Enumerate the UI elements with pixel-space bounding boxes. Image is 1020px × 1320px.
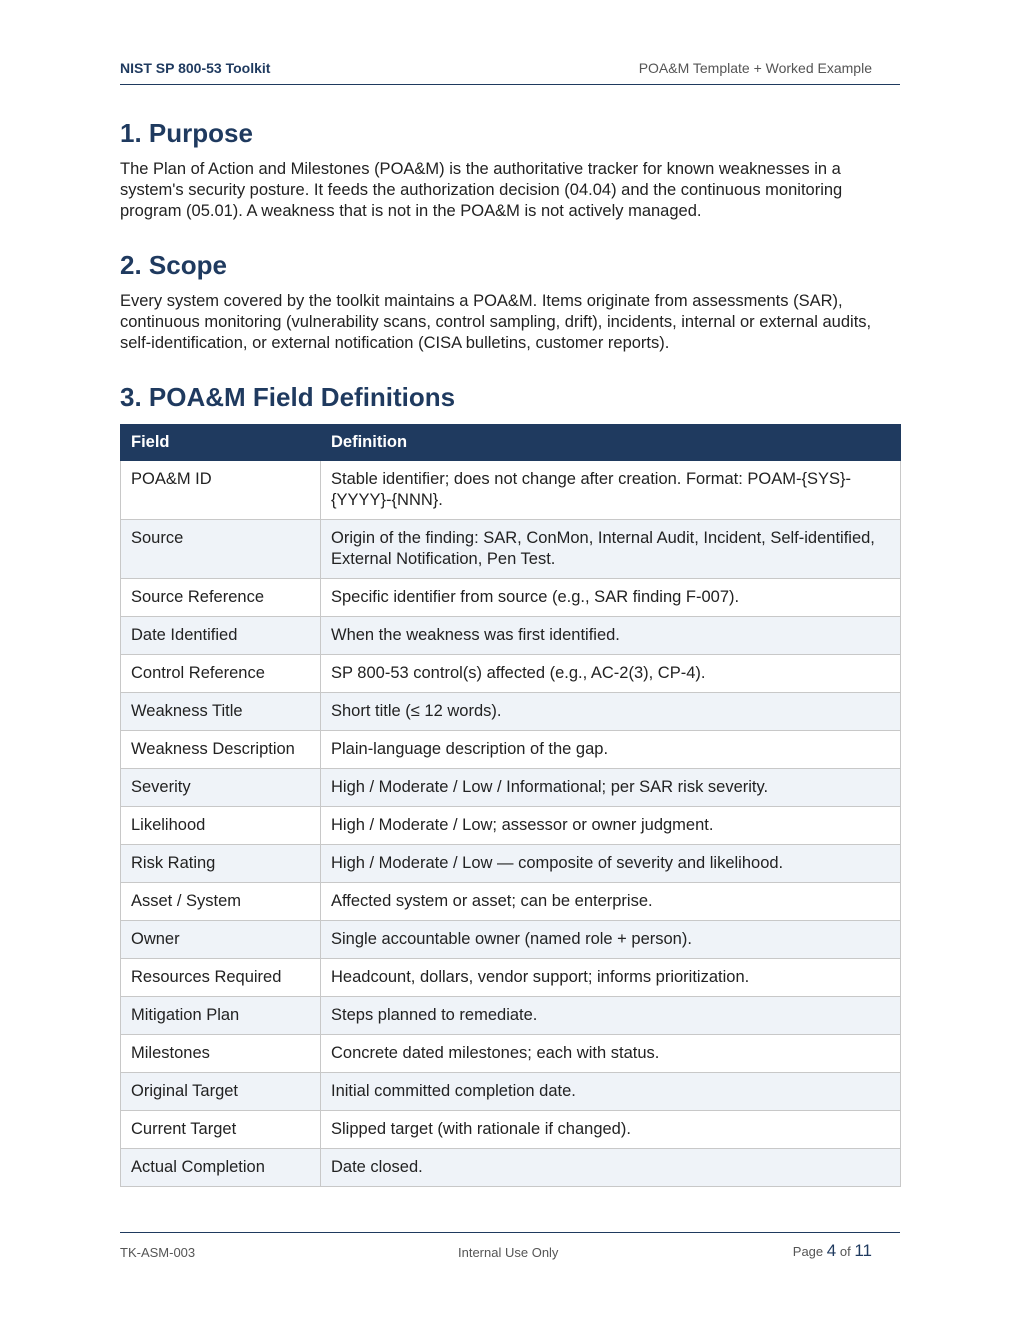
field-name-cell: Owner (121, 920, 321, 958)
field-name-cell: Source (121, 519, 321, 578)
table-row (121, 882, 901, 920)
field-definition-cell: Headcount, dollars, vendor support; informs prioritization. (321, 958, 901, 996)
section-heading-purpose: 1. Purpose (120, 118, 253, 148)
field-name-cell: Risk Rating (121, 844, 321, 882)
field-definition-cell: High / Moderate / Low; assessor or owner judgment. (321, 806, 901, 844)
field-name-cell: Severity (121, 768, 321, 806)
field-definitions-table (120, 424, 901, 1187)
section-heading-field-definitions: 3. POA&M Field Definitions (120, 382, 456, 413)
section-body-purpose: The Plan of Action and Milestones (POA&M) is the authoritative tracker for known weaknesses in a system's security posture. It feeds the authorization decision (04.04) and the continuous monitoring program (05.01). A weakness that is not in the POA&M is not actively managed. (120, 160, 843, 221)
table-row (121, 1148, 901, 1186)
field-definition-cell: Stable identifier; does not change after creation. Format: POAM-{SYS}-{YYYY}-{NNN}. (321, 460, 901, 519)
table-header-row (121, 424, 901, 460)
page-of: of (839, 1244, 851, 1259)
field-definition-cell: Affected system or asset; can be enterprise. (321, 882, 901, 920)
page-total: 11 (854, 1241, 872, 1260)
footer-page-number (793, 1241, 872, 1261)
table-row (121, 460, 901, 519)
field-definition-cell: Concrete dated milestones; each with status. (321, 1034, 901, 1072)
header-toolkit-title: NIST SP 800-53 Toolkit (120, 60, 271, 76)
header-document-title: POA&M Template + Worked Example (638, 60, 872, 76)
field-definition-cell: High / Moderate / Low / Informational; per SAR risk severity. (321, 768, 901, 806)
column-header-definition: Definition (321, 424, 901, 460)
field-definition-cell: Initial committed completion date. (321, 1072, 901, 1110)
field-definition-cell: Short title (≤ 12 words). (321, 692, 901, 730)
table-row (121, 730, 901, 768)
section-body-scope: Every system covered by the toolkit maintains a POA&M. Items originate from assessments (SAR), continuous monitoring (vulnerability scans, control sampling, drift), incidents, internal or external audits, self-identification, or external notification (CISA bulletins, customer reports). (120, 292, 872, 353)
field-definition-cell: Steps planned to remediate. (321, 996, 901, 1034)
table-row (121, 578, 901, 616)
field-name-cell: Resources Required (121, 958, 321, 996)
footer-document-id: TK-ASM-003 (120, 1245, 196, 1260)
table-row (121, 654, 901, 692)
table-row (121, 692, 901, 730)
table-row (121, 1110, 901, 1148)
field-definition-cell: High / Moderate / Low — composite of severity and likelihood. (321, 844, 901, 882)
page-current: 4 (826, 1241, 837, 1260)
field-name-cell: Milestones (121, 1034, 321, 1072)
field-definition-cell: Single accountable owner (named role + person). (321, 920, 901, 958)
field-name-cell: Actual Completion (121, 1148, 321, 1186)
field-name-cell: Date Identified (121, 616, 321, 654)
field-definition-cell: Origin of the finding: SAR, ConMon, Internal Audit, Incident, Self-identified, External Notification, Pen Test. (321, 519, 901, 578)
table-row (121, 996, 901, 1034)
field-name-cell: Current Target (121, 1110, 321, 1148)
page-header (120, 58, 900, 85)
field-definition-cell: SP 800-53 control(s) affected (e.g., AC-2(3), CP-4). (321, 654, 901, 692)
table-row (121, 958, 901, 996)
field-name-cell: Asset / System (121, 882, 321, 920)
table-row (121, 1034, 901, 1072)
table-row (121, 806, 901, 844)
table-row (121, 1072, 901, 1110)
page-footer (120, 1232, 900, 1263)
table-row (121, 920, 901, 958)
table-row (121, 844, 901, 882)
field-definition-cell: Specific identifier from source (e.g., SAR finding F-007). (321, 578, 901, 616)
document-body (120, 118, 900, 1187)
field-definition-cell: Slipped target (with rationale if changed). (321, 1110, 901, 1148)
table-row (121, 519, 901, 578)
field-definition-cell: Date closed. (321, 1148, 901, 1186)
field-name-cell: Source Reference (121, 578, 321, 616)
table-body (121, 460, 901, 1186)
field-name-cell: Weakness Title (121, 692, 321, 730)
field-definition-cell: Plain-language description of the gap. (321, 730, 901, 768)
field-name-cell: Mitigation Plan (121, 996, 321, 1034)
column-header-field: Field (121, 424, 321, 460)
page-label: Page (792, 1244, 824, 1259)
field-definition-cell: When the weakness was first identified. (321, 616, 901, 654)
footer-classification: Internal Use Only (458, 1245, 559, 1260)
field-name-cell: Likelihood (121, 806, 321, 844)
field-name-cell: Weakness Description (121, 730, 321, 768)
table-row (121, 768, 901, 806)
section-heading-scope: 2. Scope (120, 250, 227, 281)
field-name-cell: Control Reference (121, 654, 321, 692)
table-row (121, 616, 901, 654)
field-name-cell: POA&M ID (121, 460, 321, 519)
field-name-cell: Original Target (121, 1072, 321, 1110)
